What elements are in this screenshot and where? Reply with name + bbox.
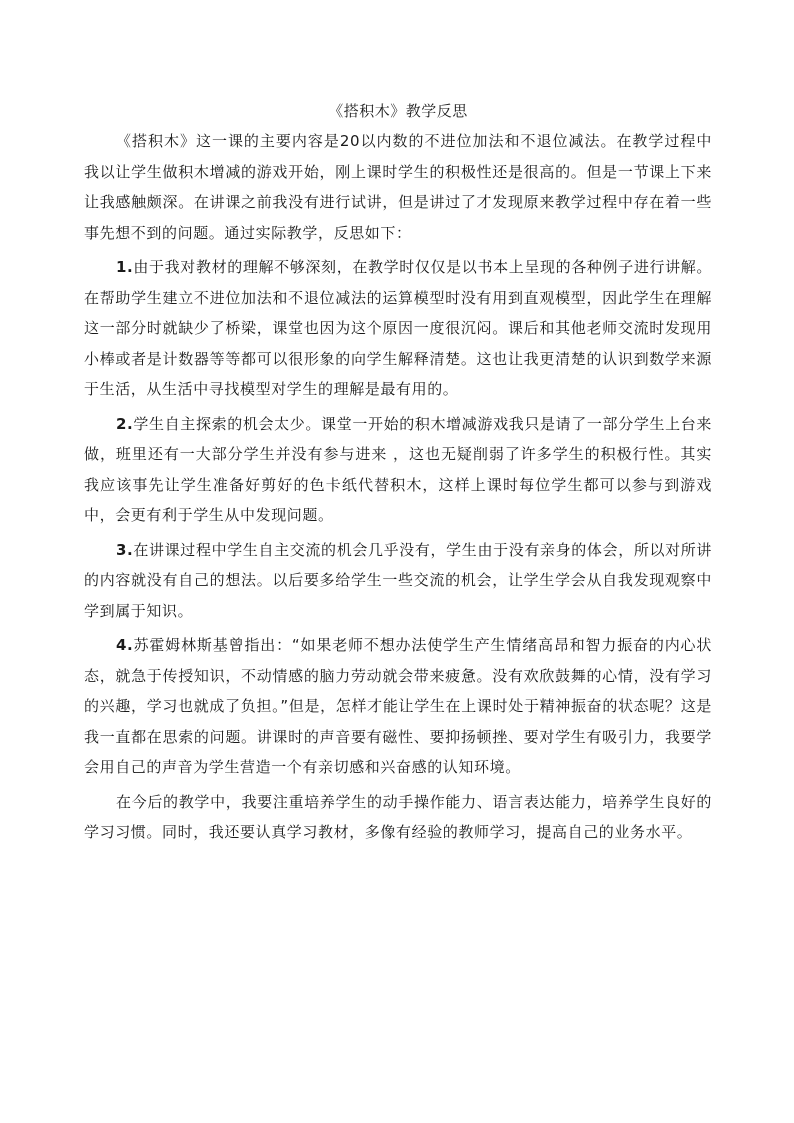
point-paragraph-3 (84, 535, 712, 627)
document-title: 《搭积木》教学反思 (328, 102, 468, 120)
point-text-1: 由于我对教材的理解不够深刻，在教学时仅仅是以书本上呈现的各种例子进行讲解。在帮助学生建立不进位加法和不退位减法的运算模型时没有用到直观模型，因此学生在理解这一部分时就缺少了桥梁，课堂也因为这个原因一度很沉闷。课后和其他老师交流时发现用小棒或者是计数器等等都可以很形象的向学生解释清楚。这也让我更清楚的认识到数学来源于生活，从生活中寻找模型对学生的理解是最有用的。 (84, 258, 712, 398)
point-number-4: 4. (116, 636, 134, 654)
point-text-3: 在讲课过程中学生自主交流的机会几乎没有，学生由于没有亲身的体会，所以对所讲的内容就没有自己的想法。以后要多给学生一些交流的机会，让学生学会从自我发现观察中学到属于知识。 (84, 540, 712, 620)
point-number-2: 2. (116, 414, 134, 433)
point-paragraph-1 (84, 252, 712, 405)
intro-paragraph: 《搭积木》这一课的主要内容是20以内数的不进位加法和不退位减法。在教学过程中我以让学生做积木增减的游戏开始，刚上课时学生的积极性还是很高的。但是一节课上下来让我感触颇深。在讲课之前我没有进行试讲，但是讲过了才发现原来教学过程中存在着一些事先想不到的问题。通过实际教学，反思如下： (84, 132, 712, 242)
point-number-3: 3. (116, 540, 134, 559)
document-page (84, 96, 712, 848)
point-text-4: 苏霍姆林斯基曾指出：“如果老师不想办法使学生产生情绪高昂和智力振奋的内心状态，就急于传授知识，不动情感的脑力劳动就会带来疲惫。没有欢欣鼓舞的心情，没有学习的兴趣，学习也就成了负担。”但是，怎样才能让学生在上课时处于精神振奋的状态呢？这是我一直都在思索的问题。讲课时的声音要有磁性、要抑扬顿挫、要对学生有吸引力，我要学会用自己的声音为学生营造一个有亲切感和兴奋感的认知环境。 (84, 636, 712, 776)
point-number-1: 1. (116, 258, 134, 276)
point-paragraph-4 (84, 630, 712, 783)
point-paragraph-2 (84, 409, 712, 531)
point-text-2: 学生自主探索的机会太少。课堂一开始的积木增减游戏我只是请了一部分学生上台来做，班里还有一大部分学生并没有参与进来 ，这也无疑削弱了许多学生的积极行性。其实我应该事先让学生准备好剪好的色卡纸代替积木，这样上课时每位学生都可以参与到游戏中，会更有利于学生从中发现问题。 (84, 414, 712, 524)
conclusion-paragraph: 在今后的教学中，我要注重培养学生的动手操作能力、语言表达能力，培养学生良好的学习习惯。同时，我还要认真学习教材，多像有经验的教师学习，提高自己的业务水平。 (84, 792, 712, 841)
